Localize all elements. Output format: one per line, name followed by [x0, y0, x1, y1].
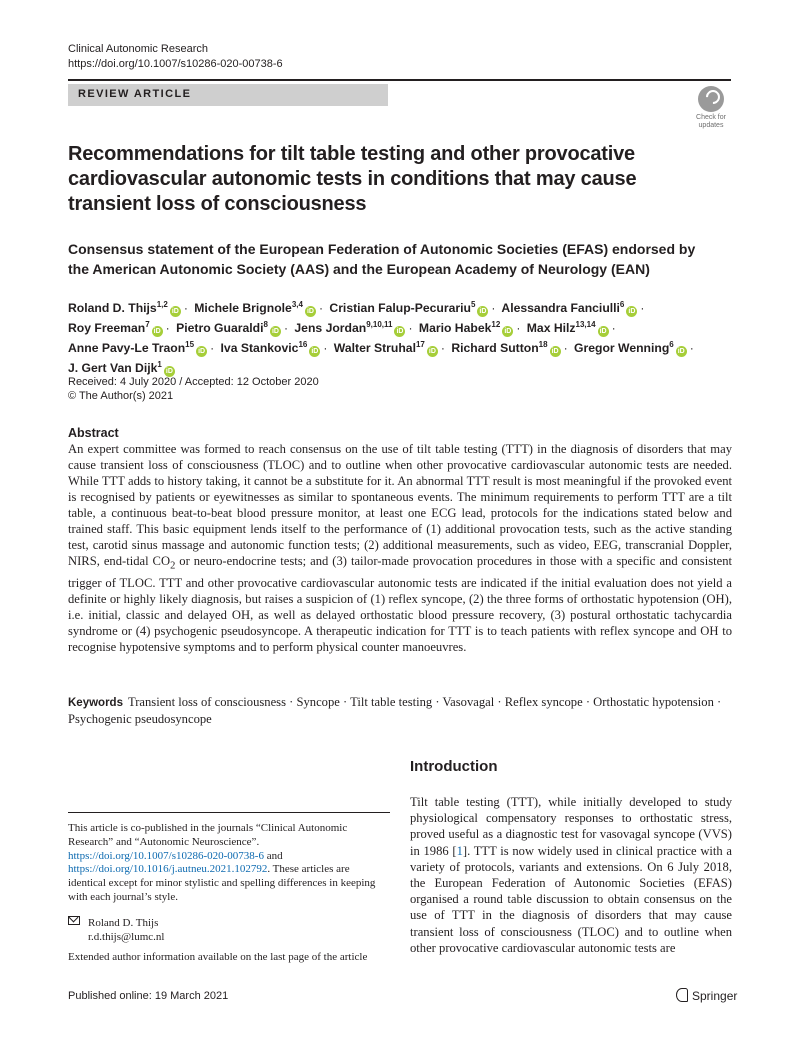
- author-affiliation: 15: [185, 339, 195, 349]
- corresponding-author: [68, 916, 388, 945]
- author[interactable]: [527, 321, 609, 335]
- footnote-rule: [68, 812, 390, 813]
- author[interactable]: [294, 321, 405, 335]
- doi-link-2[interactable]: https://doi.org/10.1016/j.autneu.2021.102792: [68, 863, 268, 876]
- author-affiliation: 7: [145, 319, 150, 329]
- introduction-heading: Introduction: [410, 758, 498, 775]
- note-text-1: This article is co-published in the journals “Clinical Autonomic Research” and “Autonomic Neuroscience”.: [68, 822, 348, 848]
- author-separator: ·: [183, 301, 188, 315]
- author-affiliation: 1: [157, 359, 162, 369]
- introduction-body: [410, 794, 732, 956]
- abstract-body: [68, 441, 732, 655]
- author-name: Michele Brignole: [194, 301, 292, 315]
- header-rule: [68, 79, 731, 81]
- author-name: Roland D. Thijs: [68, 301, 157, 315]
- author-affiliation: 8: [263, 319, 268, 329]
- author-name: Anne Pavy‑Le Traon: [68, 341, 186, 355]
- orcid-icon[interactable]: iD: [153, 328, 161, 335]
- author-separator: ·: [210, 341, 215, 355]
- note-text-3: . These articles are identical except for minor stylistic and spelling differences in keeping with each journal’s style.: [68, 863, 376, 903]
- orcid-icon[interactable]: iD: [628, 308, 636, 315]
- envelope-icon: [68, 916, 80, 925]
- reference-link[interactable]: 1: [456, 843, 463, 858]
- author[interactable]: [68, 341, 207, 355]
- author-name: J. Gert Van Dijk: [68, 361, 158, 375]
- author[interactable]: [574, 341, 687, 355]
- author-separator: ·: [563, 341, 568, 355]
- author-separator: ·: [408, 321, 413, 335]
- author-separator: ·: [491, 301, 496, 315]
- contact-email[interactable]: r.d.thijs@lumc.nl: [88, 930, 165, 943]
- author-separator: ·: [283, 321, 289, 335]
- article-title: Recommendations for tilt table testing and other provocative cardiovascular autonomic tests in conditions that may cause transient loss of consciousness: [68, 143, 637, 215]
- orcid-icon[interactable]: iD: [599, 328, 607, 335]
- author-affiliation: 3,4: [291, 299, 303, 309]
- author-affiliation: 16: [298, 339, 308, 349]
- author-affiliation: 6: [619, 299, 625, 309]
- author-separator: ·: [611, 321, 616, 335]
- author-affiliation: 5: [470, 299, 476, 309]
- author-name: Cristian Falup‑Pecurariu: [329, 301, 471, 315]
- author-affiliation: 6: [669, 339, 674, 349]
- author-name: Jens Jordan: [294, 321, 367, 335]
- orcid-icon[interactable]: iD: [165, 368, 173, 375]
- article-subtitle: Consensus statement of the European Federation of Autonomic Societies (EFAS) endorsed by the American Autonomic Society (AAS) and the European Academy of Neurology (EAN): [68, 241, 696, 277]
- orcid-icon[interactable]: iD: [311, 348, 319, 355]
- article-dates: [68, 375, 319, 403]
- author[interactable]: [334, 341, 438, 355]
- author-name: Iva Stankovic: [220, 341, 299, 355]
- copublication-note: [68, 822, 388, 905]
- copyright: © The Author(s) 2021: [68, 390, 174, 402]
- abstract-heading: Abstract: [68, 426, 119, 440]
- abstract-text-part-2: or neuro-endocrine tests; and (3) tailor-made provocation procedures in those with a specific and consistent trigger of TLOC. TTT and other provocative cardiovascular autonomic tests are indicated if the initial evaluation does not yield a definite or highly likely diagnosis, but raises a suspicion of (1) reflex syncope, (2) the three forms of orthostatic hypotension (OH), i.e. initial, classic and delayed OH, as well as delayed orthostatic blood pressure recovery, (3) postural orthostatic tachycardia syndrome or (4) psychogenic pseudosyncope. A therapeutic indication for TTT is to teach patients with reflex syncope and OH to recognise hypotensive symptoms and to perform physical counter manoeuvres.: [68, 554, 732, 654]
- orcid-icon[interactable]: iD: [306, 308, 314, 315]
- doi-link-1[interactable]: https://doi.org/10.1007/s10286-020-00738-6: [68, 849, 264, 862]
- author-separator: ·: [689, 341, 694, 355]
- article-type-label: REVIEW ARTICLE: [78, 88, 192, 100]
- author[interactable]: [419, 321, 513, 335]
- author-name: Pietro Guaraldi: [176, 321, 264, 335]
- journal-name: Clinical Autonomic Research: [68, 43, 209, 55]
- author-separator: ·: [640, 301, 645, 315]
- springer-horse-icon: [676, 988, 688, 1002]
- keywords: [68, 694, 732, 727]
- keywords-heading: Keywords: [68, 697, 123, 709]
- author-separator: ·: [323, 341, 328, 355]
- author-name: Alessandra Fanciulli: [501, 301, 620, 315]
- orcid-icon[interactable]: iD: [171, 308, 179, 315]
- article-doi[interactable]: https://doi.org/10.1007/s10286-020-00738-6: [68, 58, 283, 70]
- author-affiliation: 12: [491, 319, 501, 329]
- author-separator: ·: [516, 321, 521, 335]
- orcid-icon[interactable]: iD: [271, 328, 279, 335]
- orcid-icon[interactable]: iD: [198, 348, 206, 355]
- author[interactable]: [501, 301, 637, 315]
- author-separator: ·: [318, 301, 323, 315]
- extended-info-note: Extended author information available on the last page of the article: [68, 951, 368, 963]
- author[interactable]: [221, 341, 321, 355]
- author[interactable]: [451, 341, 560, 355]
- author-separator: ·: [165, 321, 170, 335]
- author-name: Mario Habek: [418, 321, 492, 335]
- author-affiliation: 9,10,11: [366, 319, 393, 329]
- author-affiliation: 18: [538, 339, 548, 349]
- check-for-updates-button[interactable]: [690, 86, 732, 128]
- orcid-icon[interactable]: iD: [551, 348, 559, 355]
- orcid-icon[interactable]: iD: [479, 308, 487, 315]
- author[interactable]: [329, 301, 488, 315]
- author-name: Walter Struhal: [333, 341, 416, 355]
- author[interactable]: [194, 301, 316, 315]
- note-text-2: and: [263, 849, 283, 862]
- orcid-icon[interactable]: iD: [396, 328, 404, 335]
- published-date: Published online: 19 March 2021: [68, 990, 229, 1002]
- author-affiliation: 17: [415, 339, 425, 349]
- author-affiliation: 13,14: [575, 319, 596, 329]
- author[interactable]: [68, 301, 181, 315]
- contact-name: Roland D. Thijs: [88, 917, 159, 929]
- author-name: Richard Sutton: [451, 341, 539, 355]
- keywords-text: Transient loss of consciousness · Syncope · Tilt table testing · Vasovagal · Reflex syncope · Orthostatic hypotension · Psychogenic pseudosyncope: [68, 695, 722, 726]
- check-updates-label: Check for updates: [696, 114, 726, 129]
- author-affiliation: 1,2: [156, 299, 168, 309]
- author[interactable]: [68, 361, 175, 375]
- author-name: Gregor Wenning: [574, 341, 670, 355]
- abstract-subscript: 2: [170, 560, 176, 572]
- journal-header: [68, 42, 283, 72]
- author[interactable]: [176, 321, 281, 335]
- author-name: Roy Freeman: [68, 321, 146, 335]
- publisher-name: Springer: [692, 989, 738, 1003]
- author-list: [68, 298, 738, 378]
- received-accepted: Received: 4 July 2020 / Accepted: 12 October 2020: [68, 376, 319, 388]
- author-separator: ·: [440, 341, 445, 355]
- publisher-logo: [676, 988, 737, 1003]
- intro-text-1: Tilt table testing (TTT), while initially developed to study physiological compensatory responses to orthostatic stress, proved useful as a diagnostic test for vasovagal syncope (VVS) in 1986 [: [410, 795, 732, 858]
- orcid-icon[interactable]: iD: [428, 348, 436, 355]
- author-name: Max Hilz: [526, 321, 576, 335]
- orcid-icon[interactable]: iD: [504, 328, 512, 335]
- abstract-text-part-1: An expert committee was formed to reach consensus on the use of tilt table testing (TTT) in the diagnosis of disorders that may cause transient loss of consciousness (TLOC) and to outline when other provocative cardiovascular autonomic tests are needed. While TTT adds to history taking, it cannot be a substitute for it. An abnormal TTT result is most meaningful if the provoked event is recognised by patients or eyewitnesses as similar to spontaneous events. The minimum requirements to perform TTT are a tilt table, a continuous beat-to-beat blood pressure monitor, at least one ECG lead, protocols for the indications stated below and trained staff. This basic equipment lends itself to the performance of (1) additional provocation tests, such as the active standing test, carotid sinus massage and autonomic function tests; (2) additional measurements, such as video, EEG, transcranial Doppler, NIRS, end-tidal CO: [68, 442, 732, 568]
- intro-text-2: ]. TTT is now widely used in clinical practice with a variety of protocols, variants and extensions. On 6 July 2018, the European Federation of Autonomic Societies (EFAS) organised a round table discussion to obtain consensus on the use of TTT in the diagnosis of disorders that may cause transient loss of consciousness (TLOC) and to outline when other provocative cardiovascular autonomic tests are: [410, 843, 732, 955]
- check-updates-icon: [698, 86, 724, 112]
- author[interactable]: [68, 321, 163, 335]
- orcid-icon[interactable]: iD: [677, 348, 685, 355]
